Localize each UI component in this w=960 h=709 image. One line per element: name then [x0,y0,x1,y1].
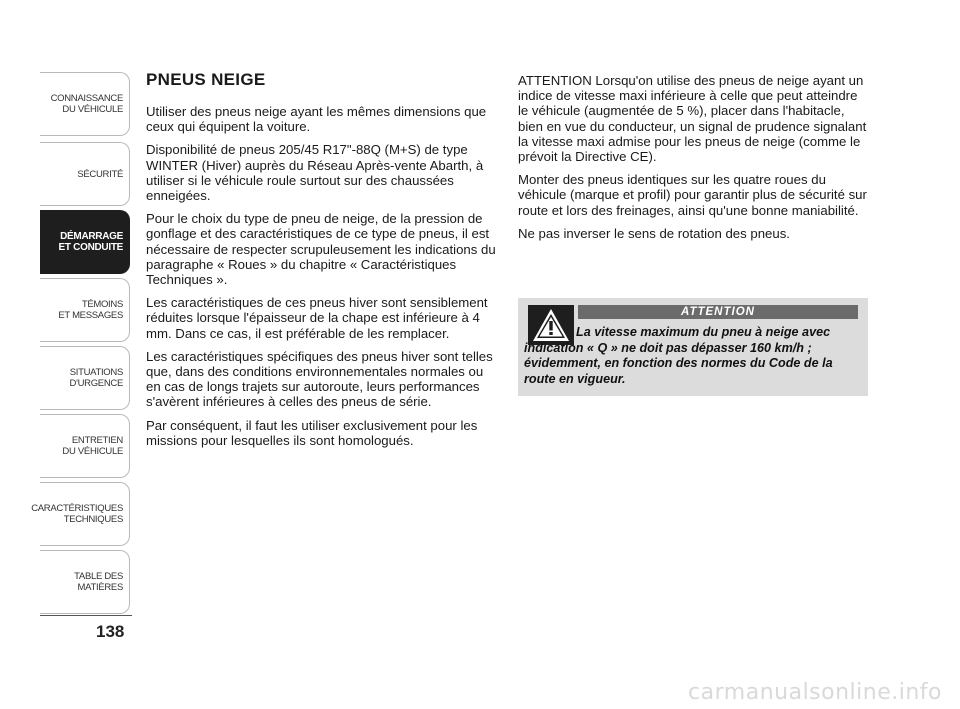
tab-temoins-et-messages[interactable] [40,278,130,342]
watermark: carmanualsonline.info [688,680,942,705]
tab-label: CONNAISSANCE DU VÉHICULE [50,93,123,115]
tab-table-des-matieres[interactable] [40,550,130,614]
section-title: PNEUS NEIGE [146,70,266,89]
tab-demarrage-et-conduite[interactable] [40,210,130,274]
tab-situations-d-urgence[interactable] [40,346,130,410]
paragraph: Pour le choix du type de pneu de neige, de la pression de gonflage et des caractéristiques de ce type de pneus, il est nécessaire de respecter scrupuleusement les indications du paragraphe « Roues » du chapitre « Caractéristiques Techniques ». [146,211,496,288]
paragraph: Par conséquent, il faut les utiliser exclusivement pour les missions pour lesquelles ils sont homologués. [146,417,478,448]
tab-label: DÉMARRAGE ET CONDUITE [58,231,123,253]
tab-connaissance-du-vehicule[interactable] [40,72,130,136]
paragraph: Ne pas inverser le sens de rotation des pneus. [518,225,790,241]
paragraph: Les caractéristiques spécifiques des pneus hiver sont telles que, dans des conditions environnementales normales ou en cas de longs trajets sur autoroute, leurs performances s'avèrent inférieures à celles des pneus de série. [146,348,493,410]
tab-caracteristiques-techniques[interactable] [31,482,130,546]
page-number: 138 [96,622,125,641]
tab-label: TÉMOINS ET MESSAGES [58,299,123,321]
left-column [146,70,498,456]
warning-header: ATTENTION [578,305,858,319]
paragraph: Monter des pneus identiques sur les quatre roues du véhicule (marque et profil) pour garantir plus de sécurité sur route et lors des freinages, ainsi qu'une bonne maniabilité. [518,172,867,218]
tab-entretien-du-vehicule[interactable] [40,414,130,478]
paragraph: Les caractéristiques de ces pneus hiver sont sensiblement réduites lorsque l'épaisseur de la chape est inférieure à 4 mm. Dans ce cas, il est préférable de les remplacer. [146,295,488,341]
warning-text: La vitesse maximum du pneu à neige avec indication « Q » ne doit pas dépasser 160 km/h ; évidemment, en fonction des normes du Code de la route en vigueur. [524,325,833,386]
tab-label: CARACTÉRISTIQUES TECHNIQUES [31,503,123,525]
warning-box [518,298,868,396]
tab-label: SITUATIONS D'URGENCE [69,367,123,389]
nav-divider [40,615,132,616]
right-column [518,73,870,249]
tab-label: TABLE DES MATIÈRES [74,571,123,593]
paragraph: Disponibilité de pneus 205/45 R17"-88Q (M+S) de type WINTER (Hiver) auprès du Réseau Après-vente Abarth, à utiliser si le véhicule roule surtout sur des chaussées enneigées. [146,142,484,204]
tab-securite[interactable] [40,142,130,206]
paragraph: ATTENTION Lorsqu'on utilise des pneus de neige ayant un indice de vitesse maxi inférieure à celle que peut atteindre le véhicule (augmentée de 5 %), placer dans l'habitacle, bien en vue du conducteur, un signal de prudence signalant la vitesse maxi admise pour les pneus de neige (comme le prévoit la Directive CE). [518,73,867,165]
tab-label: ENTRETIEN DU VÉHICULE [62,435,123,457]
tab-label: SÉCURITÉ [77,168,123,180]
paragraph: Utiliser des pneus neige ayant les mêmes dimensions que ceux qui équipent la voiture. [146,104,487,135]
